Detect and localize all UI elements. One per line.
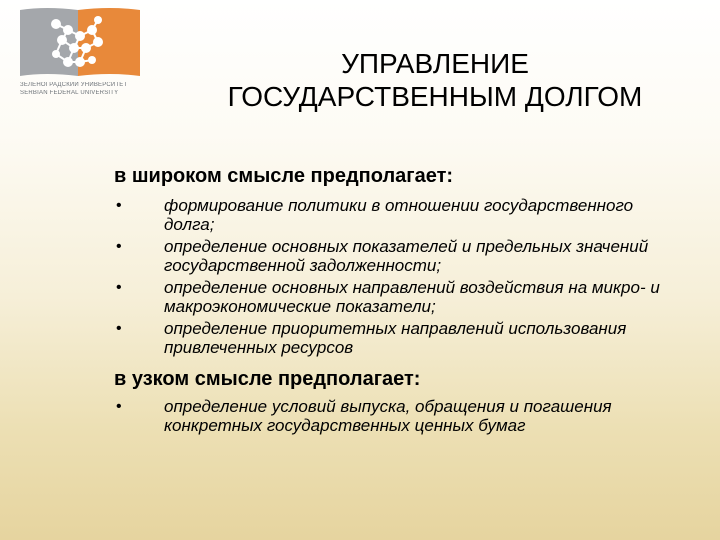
list-item-text: определение приоритетных направлений использования привлеченных ресурсов — [164, 319, 627, 357]
university-logo — [16, 6, 144, 102]
title-line-2: ГОСУДАРСТВЕННЫМ ДОЛГОМ — [227, 81, 643, 112]
list-item — [114, 237, 674, 275]
list-item-text: формирование политики в отношении государственного долга; — [164, 196, 634, 234]
slide-title — [150, 47, 720, 113]
logo-caption-line-1: ЗЕЛЕНОГРАДСКИЙ УНИВЕРСИТЕТ — [20, 82, 128, 88]
bullet-icon: • — [116, 197, 122, 214]
bullet-icon: • — [116, 279, 122, 296]
narrow-sense-list — [114, 397, 674, 438]
broad-sense-list — [114, 196, 674, 360]
bullet-icon: • — [116, 238, 122, 255]
list-item-text: определение основных направлений воздействия на микро- и макроэкономические показатели; — [164, 278, 660, 316]
bullet-icon: • — [116, 398, 122, 415]
broad-sense-heading: в широком смысле предполагает: — [114, 165, 454, 187]
list-item — [114, 397, 674, 435]
list-item-text: определение условий выпуска, обращения и погашения конкретных государственных ценных бумаг — [164, 397, 612, 435]
narrow-sense-heading: в узком смысле предполагает: — [114, 368, 421, 390]
list-item — [114, 278, 674, 316]
bullet-icon: • — [116, 320, 122, 337]
list-item — [114, 319, 674, 357]
title-line-1: УПРАВЛЕНИЕ — [341, 48, 529, 79]
list-item-text: определение основных показателей и предельных значений государственной задолженности; — [164, 237, 649, 275]
logo-emblem-icon — [16, 6, 144, 80]
list-item — [114, 196, 674, 234]
logo-caption-line-2: SERBIAN FEDERAL UNIVERSITY — [20, 90, 119, 96]
